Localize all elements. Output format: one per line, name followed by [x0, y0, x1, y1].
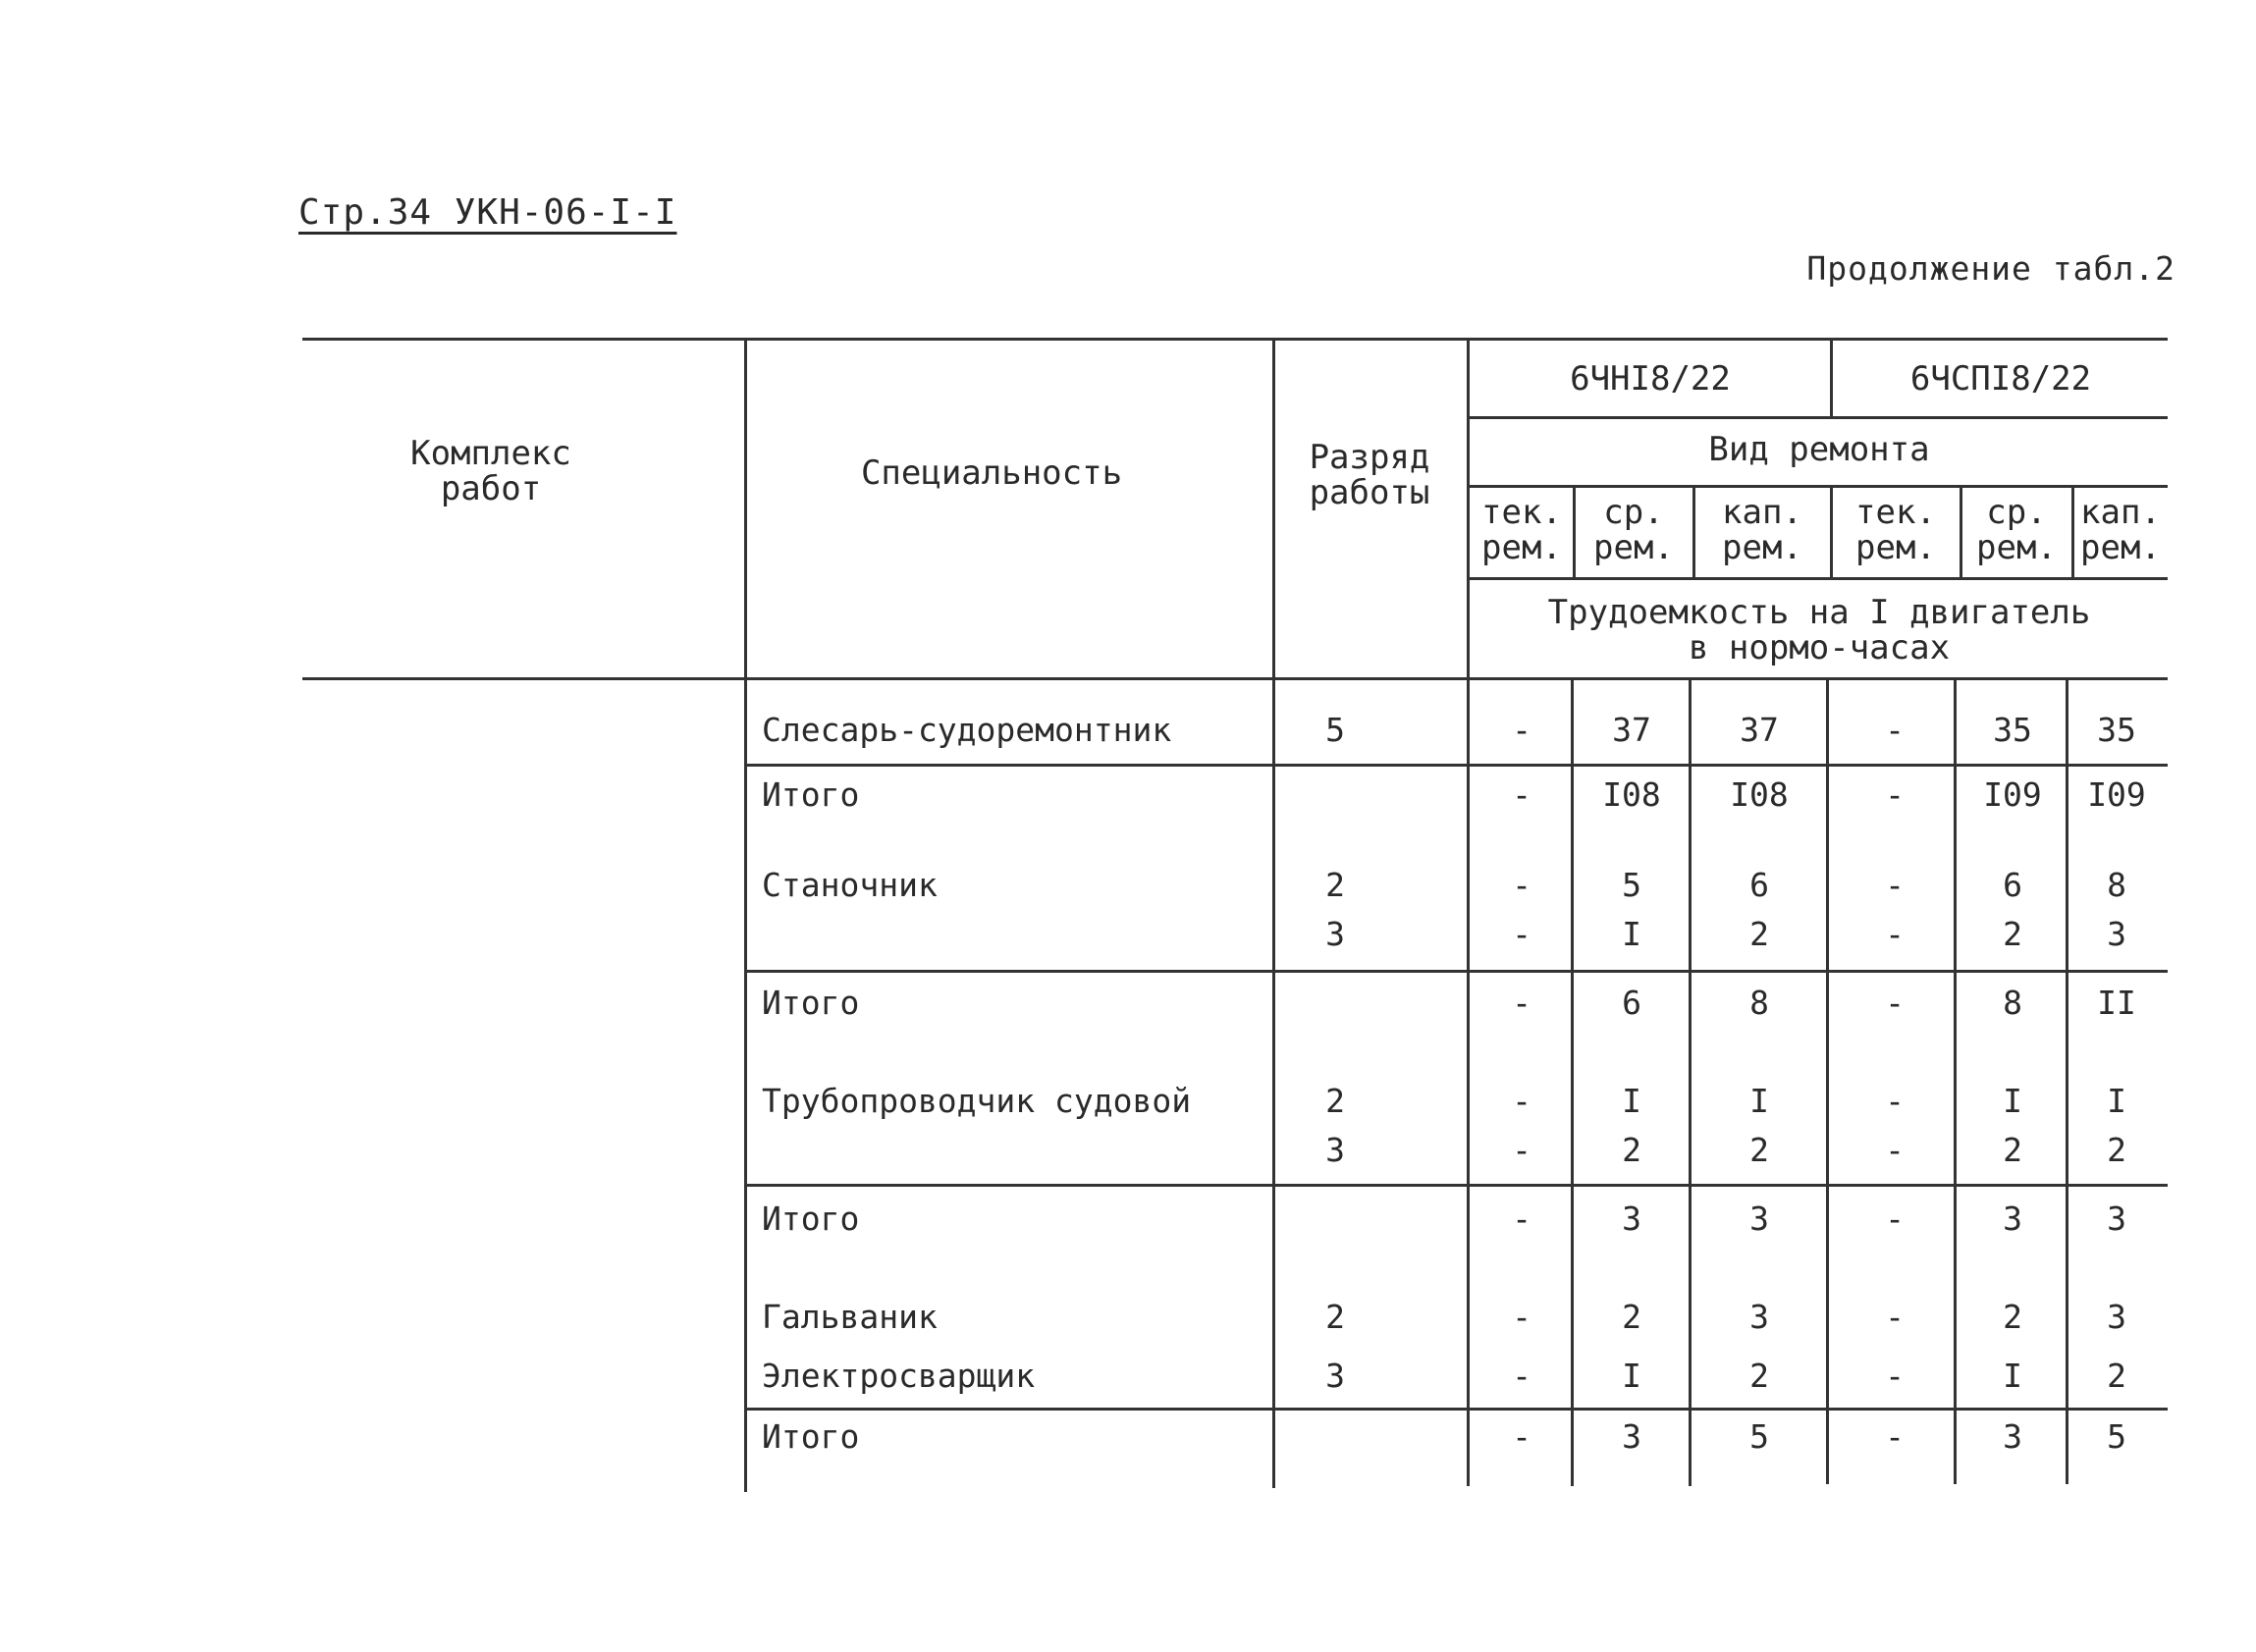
cell-value: I — [1622, 1357, 1641, 1395]
cell-value: 5 — [1749, 1417, 1769, 1456]
cell-value: - — [1512, 1199, 1531, 1238]
header-engine-2: 6ЧСПI8/22 — [1909, 359, 2092, 399]
header-engine-1: 6ЧНI8/22 — [1570, 359, 1731, 399]
engine-divider — [1830, 338, 1833, 418]
table-continuation-label: Продолжение табл.2 — [1806, 249, 2175, 288]
cell-specialty: Итого — [762, 1417, 860, 1456]
cell-specialty: Гальваник — [762, 1298, 938, 1336]
cell-value: - — [1885, 1357, 1905, 1395]
cell-value: 5 — [2107, 1417, 2126, 1456]
cell-value: - — [1512, 984, 1531, 1022]
cell-value: II — [2097, 984, 2136, 1022]
cell-value: 3 — [1622, 1417, 1641, 1456]
subcol-divider — [1689, 679, 1692, 1486]
cell-value: - — [1512, 866, 1531, 904]
col-divider-specialty — [744, 338, 747, 1492]
cell-grade: 3 — [1325, 1357, 1345, 1395]
subcol-divider — [1954, 679, 1957, 1484]
cell-grade: 5 — [1325, 711, 1345, 749]
cell-value: I09 — [2087, 775, 2146, 814]
subcol-line: рем. — [2080, 528, 2161, 567]
cell-value: 6 — [2003, 866, 2022, 904]
cell-grade: 2 — [1325, 866, 1345, 904]
cell-specialty: Трубопроводчик судовой — [762, 1082, 1192, 1120]
col-divider-values — [1467, 338, 1470, 1486]
cell-grade: 3 — [1325, 1131, 1345, 1169]
subcol-line: кап. — [2080, 493, 2161, 532]
cell-value: I09 — [1983, 775, 2042, 814]
cell-value: 8 — [2003, 984, 2022, 1022]
cell-value: I — [1622, 915, 1641, 953]
cell-value: 6 — [1622, 984, 1641, 1022]
subcol-line: рем. — [1722, 528, 1802, 567]
cell-value: - — [1885, 1298, 1905, 1336]
cell-value: 2 — [2003, 1131, 2022, 1169]
cell-value: 2 — [1749, 1357, 1769, 1395]
cell-value: 2 — [1749, 1131, 1769, 1169]
cell-value: 8 — [1749, 984, 1769, 1022]
subcol-divider — [1692, 485, 1695, 579]
subcol-line: тек. — [1855, 493, 1936, 532]
subcol-header — [1963, 495, 2069, 565]
subcol-divider — [1826, 679, 1829, 1484]
cell-value: - — [1885, 1417, 1905, 1456]
subcol-divider — [1573, 485, 1576, 579]
cell-specialty: Станочник — [762, 866, 938, 904]
header-complex-line2: работ — [440, 469, 542, 508]
cell-value: - — [1512, 775, 1531, 814]
cell-value: 2 — [2107, 1131, 2126, 1169]
subcol-header — [1577, 495, 1691, 565]
cell-value: - — [1885, 1199, 1905, 1238]
cell-value: I — [1749, 1082, 1769, 1120]
cell-value: 3 — [1622, 1199, 1641, 1238]
cell-value: 8 — [2107, 866, 2126, 904]
table-top-border — [302, 338, 2168, 341]
cell-value: 2 — [2003, 915, 2022, 953]
cell-grade: 2 — [1325, 1298, 1345, 1336]
cell-value: 35 — [2097, 711, 2136, 749]
header-grade — [1276, 440, 1463, 510]
cell-value: I08 — [1602, 775, 1661, 814]
header-complex — [393, 436, 589, 506]
cell-value: 3 — [1749, 1199, 1769, 1238]
cell-value: 3 — [2107, 1199, 2126, 1238]
subcol-divider — [1960, 485, 1962, 579]
cell-value: 3 — [2003, 1417, 2022, 1456]
cell-value: 2 — [2107, 1357, 2126, 1395]
subcol-line: тек. — [1481, 493, 1562, 532]
subcol-line: рем. — [1593, 528, 1674, 567]
cell-grade: 2 — [1325, 1082, 1345, 1120]
cell-value: - — [1885, 711, 1905, 749]
cell-value: 3 — [2107, 915, 2126, 953]
cell-value: - — [1885, 775, 1905, 814]
header-repair-type: Вид ремонта — [1708, 430, 1930, 469]
subcol-header — [2073, 495, 2168, 565]
cell-value: 35 — [1993, 711, 2032, 749]
subcol-line: рем. — [1976, 528, 2057, 567]
cell-value: 3 — [2107, 1298, 2126, 1336]
cell-value: 6 — [1749, 866, 1769, 904]
cell-value: - — [1885, 984, 1905, 1022]
cell-value: - — [1512, 915, 1531, 953]
cell-value: I — [2107, 1082, 2126, 1120]
subcol-header — [1473, 495, 1571, 565]
cell-value: - — [1512, 1417, 1531, 1456]
cell-value: 2 — [1622, 1298, 1641, 1336]
labor-caption-line2: в нормо-часах — [1688, 628, 1951, 667]
cell-value: 5 — [1622, 866, 1641, 904]
cell-specialty: Электросварщик — [762, 1357, 1036, 1395]
cell-value: 2 — [1749, 915, 1769, 953]
cell-value: 3 — [1749, 1298, 1769, 1336]
header-labor-caption — [1471, 595, 2168, 666]
cell-value: I — [2003, 1082, 2022, 1120]
cell-value: 3 — [2003, 1199, 2022, 1238]
header-bottom-border — [302, 677, 2168, 680]
subcol-header — [1696, 495, 1828, 565]
subcol-line: рем. — [1855, 528, 1936, 567]
cell-specialty: Итого — [762, 1199, 860, 1238]
subcol-line: ср. — [1603, 493, 1664, 532]
subcol-header — [1834, 495, 1958, 565]
cell-specialty: Итого — [762, 984, 860, 1022]
cell-specialty: Слесарь-судоремонтник — [762, 711, 1172, 749]
header-specialty: Специальность — [860, 453, 1123, 493]
cell-value: - — [1512, 1131, 1531, 1169]
subcol-line: кап. — [1722, 493, 1802, 532]
cell-value: I08 — [1730, 775, 1789, 814]
col-divider-grade — [1272, 338, 1275, 1488]
cell-value: - — [1512, 1082, 1531, 1120]
subcol-divider — [1830, 485, 1833, 579]
cell-value: 2 — [2003, 1298, 2022, 1336]
cell-value: I — [1622, 1082, 1641, 1120]
cell-value: 37 — [1740, 711, 1779, 749]
subcol-divider — [1571, 679, 1574, 1486]
cell-specialty: Итого — [762, 775, 860, 814]
engine-row-border — [1469, 416, 2168, 419]
cell-value: 2 — [1622, 1131, 1641, 1169]
cell-value: I — [2003, 1357, 2022, 1395]
cell-value: - — [1885, 1131, 1905, 1169]
cell-grade: 3 — [1325, 915, 1345, 953]
subcol-line: ср. — [1986, 493, 2047, 532]
cell-value: 37 — [1612, 711, 1651, 749]
header-grade-line1: Разряд — [1309, 438, 1430, 477]
cell-value: - — [1512, 1357, 1531, 1395]
subcol-line: рем. — [1481, 528, 1562, 567]
cell-value: - — [1885, 866, 1905, 904]
cell-value: - — [1885, 1082, 1905, 1120]
cell-value: - — [1512, 711, 1531, 749]
labor-caption-line1: Трудоемкость на I двигатель — [1547, 593, 2091, 632]
cell-value: - — [1885, 915, 1905, 953]
header-complex-line1: Комплекс — [410, 434, 571, 473]
header-grade-line2: работы — [1309, 473, 1430, 512]
cell-value: - — [1512, 1298, 1531, 1336]
page-reference: Стр.34 УКН-06-I-I — [298, 192, 677, 233]
